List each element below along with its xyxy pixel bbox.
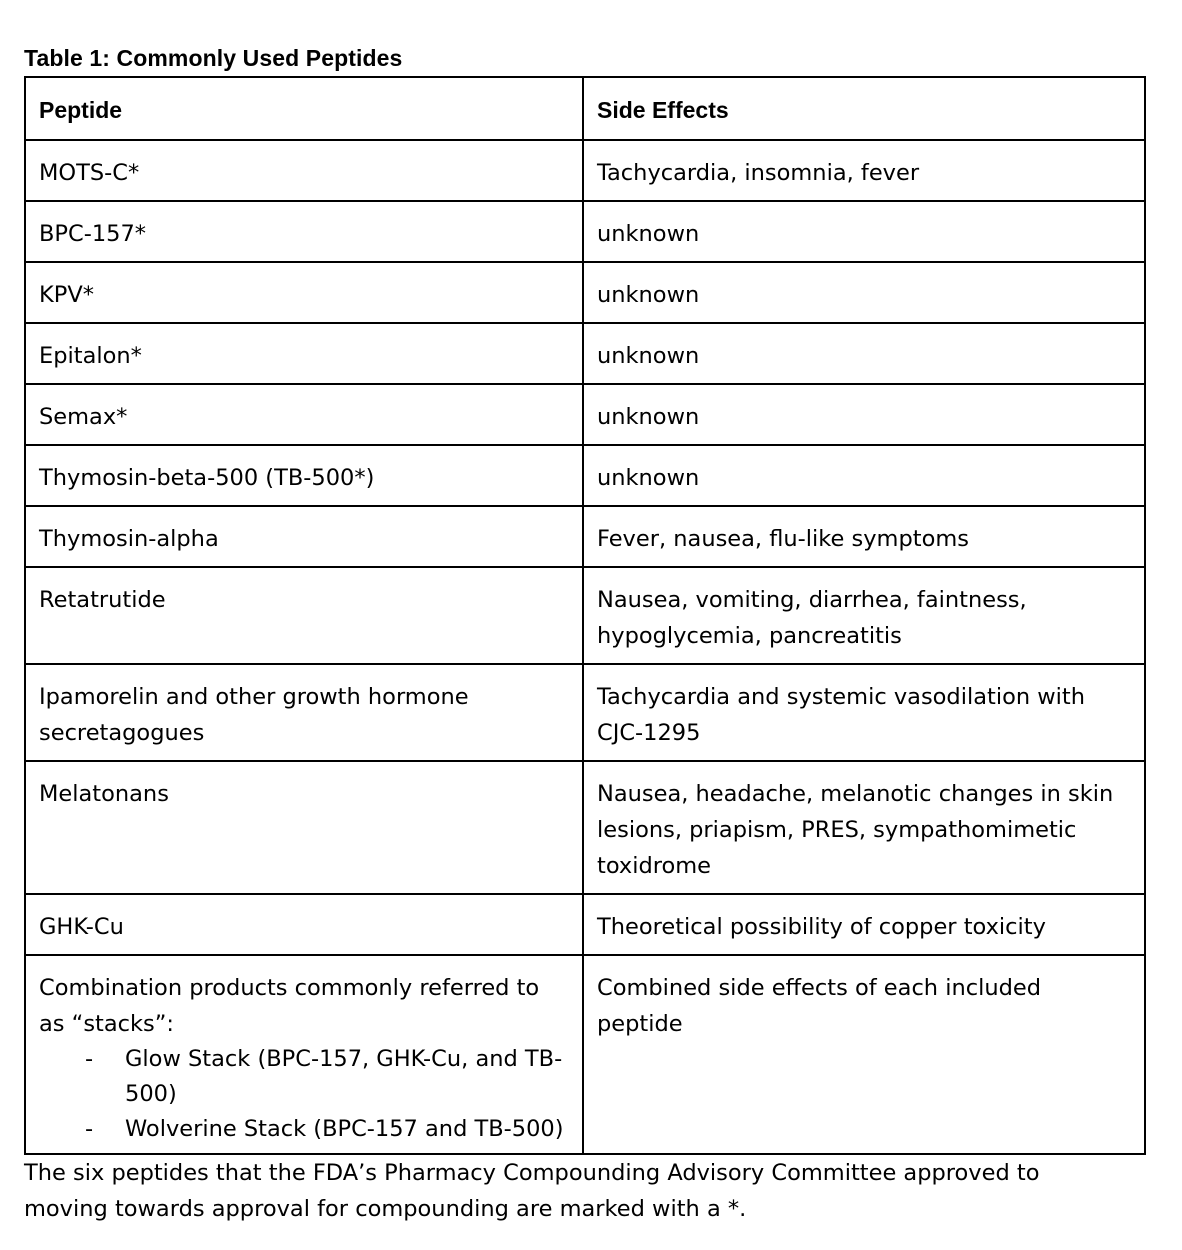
list-bullet: - (85, 1116, 94, 1142)
peptides-table (24, 76, 1146, 1155)
peptide-cell: GHK-Cu (25, 894, 583, 955)
stack-item-text: Wolverine Stack (BPC-157 and TB-500) (125, 1116, 564, 1142)
table-row (25, 506, 1145, 567)
peptide-cell: Thymosin-alpha (25, 506, 583, 567)
table-row (25, 262, 1145, 323)
side-effects-cell: Nausea, vomiting, diarrhea, faintness, hypoglycemia, pancreatitis (583, 567, 1145, 664)
table-footnote: The six peptides that the FDA’s Pharmacy Compounding Advisory Committee approved to moving towards approval for compounding are marked with a *. (24, 1160, 1040, 1222)
side-effects-cell: unknown (583, 323, 1145, 384)
peptide-cell: Ipamorelin and other growth hormone secretagogues (25, 664, 583, 761)
side-effects-cell: Tachycardia and systemic vasodilation with CJC-1295 (583, 664, 1145, 761)
column-header-peptide: Peptide (25, 77, 583, 140)
list-item (85, 1112, 570, 1147)
table-row (25, 445, 1145, 506)
table-row (25, 384, 1145, 445)
peptide-cell: Melatonans (25, 761, 583, 894)
peptide-cell: Retatrutide (25, 567, 583, 664)
list-item (85, 1042, 570, 1112)
peptide-cell: Thymosin-beta-500 (TB-500*) (25, 445, 583, 506)
table-row (25, 894, 1145, 955)
side-effects-cell: unknown (583, 262, 1145, 323)
side-effects-cell: Theoretical possibility of copper toxicity (583, 894, 1145, 955)
table-row-stacks (25, 955, 1145, 1154)
side-effects-cell: Fever, nausea, flu-like symptoms (583, 506, 1145, 567)
table-caption: Table 1: Commonly Used Peptides (24, 45, 403, 71)
peptide-cell (25, 955, 583, 1154)
stack-item-text: Glow Stack (BPC-157, GHK-Cu, and TB-500) (125, 1046, 563, 1107)
side-effects-cell: unknown (583, 445, 1145, 506)
side-effects-cell: Tachycardia, insomnia, fever (583, 140, 1145, 201)
side-effects-cell: unknown (583, 384, 1145, 445)
table-row (25, 140, 1145, 201)
peptide-cell: Semax* (25, 384, 583, 445)
stacks-intro-text: Combination products commonly referred to as “stacks”: (39, 975, 540, 1037)
list-bullet: - (85, 1046, 94, 1072)
column-header-side-effects: Side Effects (583, 77, 1145, 140)
table-row (25, 201, 1145, 262)
table-row (25, 323, 1145, 384)
side-effects-cell: Nausea, headache, melanotic changes in skin lesions, priapism, PRES, sympathomimetic toxidrome (583, 761, 1145, 894)
side-effects-cell: Combined side effects of each included peptide (583, 955, 1145, 1154)
peptide-cell: KPV* (25, 262, 583, 323)
table-header-row (25, 77, 1145, 140)
peptide-cell: Epitalon* (25, 323, 583, 384)
table-row (25, 567, 1145, 664)
peptide-cell: MOTS-C* (25, 140, 583, 201)
side-effects-cell: unknown (583, 201, 1145, 262)
table-row (25, 664, 1145, 761)
stack-list (39, 1042, 570, 1147)
peptide-cell: BPC-157* (25, 201, 583, 262)
table-row (25, 761, 1145, 894)
